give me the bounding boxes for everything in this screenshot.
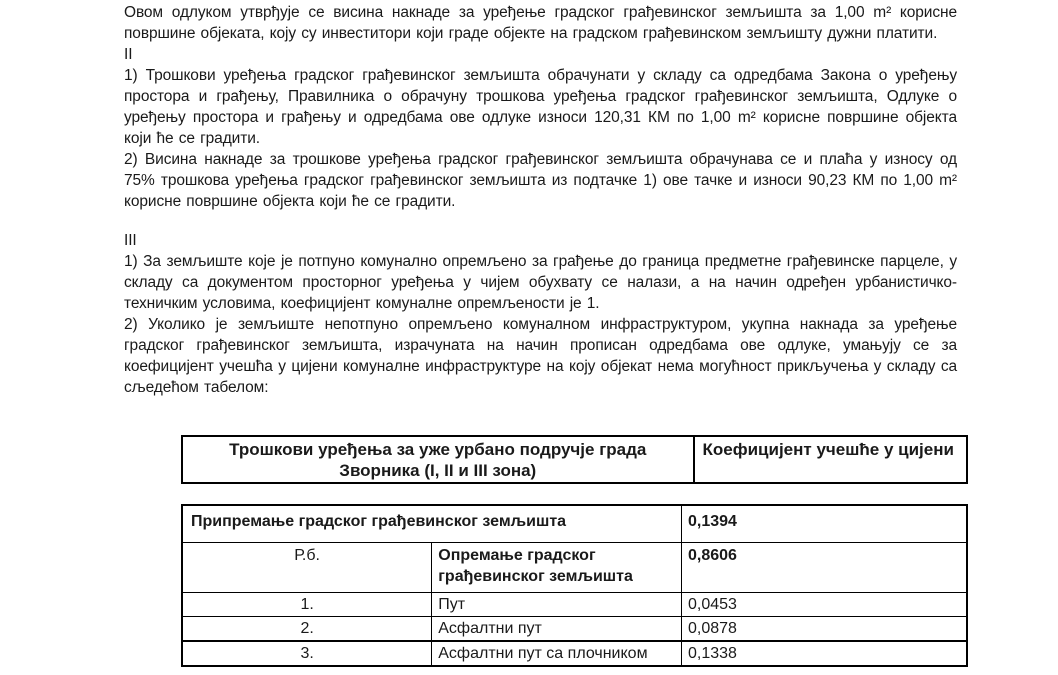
row-number-cell: 3.: [182, 641, 432, 666]
paragraph-intro: Овом одлуком утврђује се висина накнаде за уређење градског грађевинског земљишта за 1,00 m² корисне површине објеката, коју су инвеститори који граде објекте на градском грађевинском земљишту дужни платити.: [124, 4, 957, 42]
paragraph-2-2: 2) Висина накнаде за трошкове уређења градског грађевинског земљишта обрачунава се и плаћа у износу од 75% трошкова уређења градског грађевинског земљишта из подтачке 1) ове тачке и износи 90,23 КМ по 1,00 m² корисне површине објекта који ће се градити.: [124, 151, 957, 210]
coefficient-value-cell: 0,0453: [682, 593, 968, 617]
coefficient-table: [181, 504, 968, 667]
coefficient-table-body: [182, 505, 967, 666]
coefficient-table-row: [182, 505, 967, 543]
coefficient-table-row: [182, 543, 967, 593]
item-label-cell: Пут: [432, 593, 682, 617]
zone-table-col2-header: Коефицијент учешће у цијени: [694, 436, 967, 483]
section-heading-3: III: [124, 232, 137, 249]
zone-header-row: [182, 436, 967, 483]
coefficient-table-row: [182, 617, 967, 642]
row-number-cell: 2.: [182, 617, 432, 642]
zone-header-table: [181, 435, 968, 484]
item-label-cell: Припремање градског грађевинског земљишта: [182, 505, 682, 543]
item-label-text: Опремање градског грађевинског земљишта: [438, 547, 633, 585]
item-label-cell: Асфалтни пут: [432, 617, 682, 642]
row-number-cell: Р.б.: [182, 543, 432, 593]
paragraph-2-1: 1) Трошкови уређења градског грађевинског земљишта обрачунати у складу са одредбама Закона о уређењу простора и грађењу, Правилника о обрачуну трошкова уређења градског грађевинског земљишта, Одлуке о уређењу простора и грађењу и одредбама ове одлуке износи 120,31 КМ по 1,00 m² корисне површине објекта који ће се градити.: [124, 67, 957, 147]
row-number-cell: 1.: [182, 593, 432, 617]
coefficient-value-cell: 0,1338: [682, 641, 968, 666]
item-label-cell: Асфалтни пут са плочником: [432, 641, 682, 666]
paragraph-3-2: 2) Уколико је земљиште непотпуно опремљено комуналном инфраструктуром, укупна накнада за уређење градског грађевинског земљишта, израчуната на начин прописан одредбама ове одлуке, умањују се за коефицијент учешћа у цијени комуналне инфраструктуре на коју објекат нема могућност прикључења у складу са сљедећом табелом:: [124, 316, 957, 396]
coefficient-table-row: [182, 641, 967, 666]
coefficient-value-cell: 0,0878: [682, 617, 968, 642]
section-heading-2: II: [124, 46, 133, 63]
coefficient-value-cell: 0,8606: [682, 543, 968, 593]
item-label-cell: [432, 543, 682, 593]
paragraph-3-1: 1) За земљиште које је потпуно комунално опремљено за грађење до граница предметне грађевинске парцеле, у складу са документом просторног уређења у чијем обухвату се налази, а на начин одређен урбанистичко-техничким условима, коефицијент комуналне опремљености је 1.: [124, 253, 957, 312]
coefficient-value-cell: 0,1394: [682, 505, 968, 543]
coefficient-table-row: [182, 593, 967, 617]
zone-table-col1-header: Трошкови уређења за уже урбано подручје града Зворника (I, II и III зона): [182, 436, 694, 483]
